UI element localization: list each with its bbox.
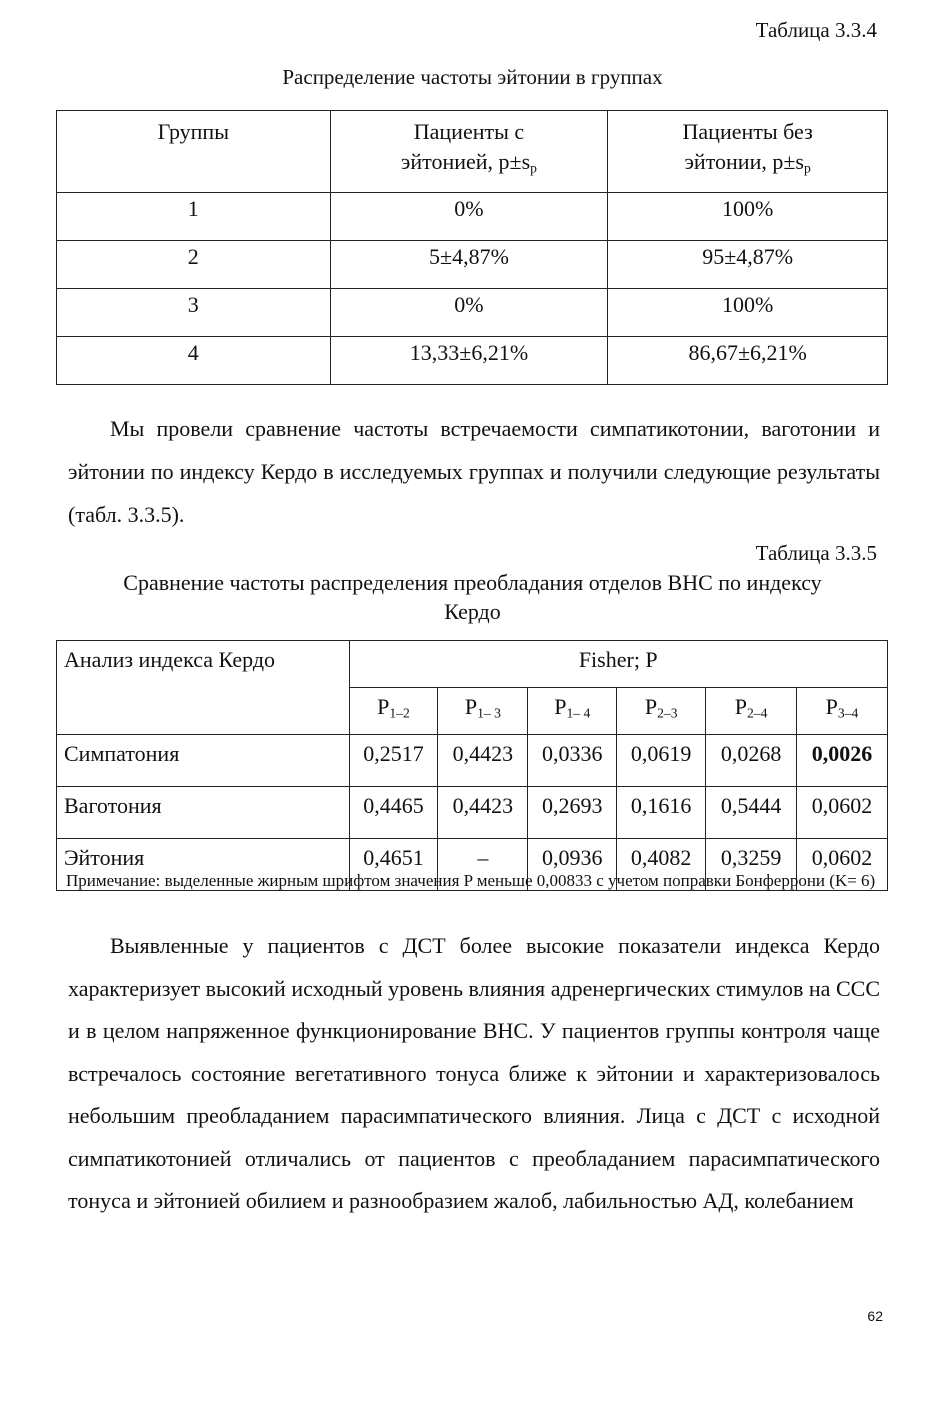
table2-value-cell: 0,0268 bbox=[706, 735, 797, 787]
table1-title: Распределение частоты эйтонии в группах bbox=[282, 65, 663, 89]
table2-value-cell: 0,4465 bbox=[349, 787, 438, 839]
table2-p-header: $P_{3-4}$ bbox=[797, 688, 888, 735]
table2-p-header: $P_{2-3}$ bbox=[617, 688, 706, 735]
table-row bbox=[57, 289, 888, 337]
table2 bbox=[56, 640, 888, 891]
table2-value-cell: 0,4082 bbox=[617, 839, 706, 891]
page-number: 62 bbox=[867, 1308, 883, 1324]
table2-header-fisher: Fisher; P bbox=[349, 641, 888, 688]
table1-group-cell: 4 bbox=[57, 337, 331, 385]
table1-header-groups: Группы bbox=[57, 111, 331, 193]
table1-header-without: Пациенты без эйтонии, $p\pm s_p$ bbox=[608, 111, 888, 193]
table1-group-cell: 2 bbox=[57, 241, 331, 289]
table1-with-cell: 13,33±6,21% bbox=[330, 337, 608, 385]
table2-p-header: $P_{1-2}$ bbox=[349, 688, 438, 735]
table2-header-analysis: Анализ индекса Кердо bbox=[57, 641, 350, 735]
table1 bbox=[56, 110, 888, 385]
table1-with-cell: 0% bbox=[330, 193, 608, 241]
table2-value-cell: 0,2517 bbox=[349, 735, 438, 787]
table2-value-cell: 0,4651 bbox=[349, 839, 438, 891]
table1-header-with: Пациенты с эйтонией, $p\pm s_p$ bbox=[330, 111, 608, 193]
table2-title: Сравнение частоты распределения преобладания отделов ВНС по индексу Кердо bbox=[123, 570, 822, 624]
table1-without-cell: 95±4,87% bbox=[608, 241, 888, 289]
table2-value-cell: 0,4423 bbox=[438, 787, 528, 839]
table1-without-cell: 100% bbox=[608, 289, 888, 337]
body-paragraph-2: Выявленные у пациентов с ДСТ более высокие показатели индекса Кердо характеризует высокий исходный уровень влияния адренергических стимулов на ССС и в целом напряженное функционирование ВНС. У пациентов группы контроля чаще встречалось состояние вегетативного тонуса ближе к эйтонии и характеризовалось небольшим преобладанием парасимпатического влияния. Лица с ДСТ с исходной симпатикотонией отличались от пациентов с преобладанием парасимпатического тонуса и эйтонией обилием и разнообразием жалоб, лабильностью АД, колебанием bbox=[68, 933, 880, 1213]
table2-value-cell: 0,0602 bbox=[797, 787, 888, 839]
body-paragraph-1: Мы провели сравнение частоты встречаемости симпатикотонии, ваготонии и эйтонии по индексу Кердо в исследуемых группах и получили следующие результаты (табл. 3.3.5). bbox=[68, 416, 880, 527]
table2-p-header: $P_{1- 4}$ bbox=[528, 688, 617, 735]
table2-row-label: Эйтония bbox=[57, 839, 350, 891]
table2-value-cell: 0,4423 bbox=[438, 735, 528, 787]
table2-value-cell: 0,0619 bbox=[617, 735, 706, 787]
table2-value-cell: 0,0336 bbox=[528, 735, 617, 787]
table1-without-cell: 86,67±6,21% bbox=[608, 337, 888, 385]
table-row bbox=[57, 337, 888, 385]
table2-label: Таблица 3.3.5 bbox=[755, 541, 877, 565]
table2-p-header: $P_{1- 3}$ bbox=[438, 688, 528, 735]
table2-value-cell: 0,3259 bbox=[706, 839, 797, 891]
table-row bbox=[57, 787, 888, 839]
table2-value-cell: – bbox=[438, 839, 528, 891]
table2-value-cell: 0,0602 bbox=[797, 839, 888, 891]
table-row bbox=[57, 735, 888, 787]
table1-without-cell: 100% bbox=[608, 193, 888, 241]
table1-header-row bbox=[57, 111, 888, 193]
table2-value-cell: 0,1616 bbox=[617, 787, 706, 839]
table1-group-cell: 1 bbox=[57, 193, 331, 241]
table-row bbox=[57, 193, 888, 241]
table2-value-cell: 0,0936 bbox=[528, 839, 617, 891]
table2-p-header: $P_{2-4}$ bbox=[706, 688, 797, 735]
table1-with-cell: 0% bbox=[330, 289, 608, 337]
table2-value-cell-bold: 0,0026 bbox=[797, 735, 888, 787]
table2-header-row bbox=[57, 641, 888, 688]
table1-group-cell: 3 bbox=[57, 289, 331, 337]
table2-value-cell: 0,2693 bbox=[528, 787, 617, 839]
table-row bbox=[57, 241, 888, 289]
table2-note: Примечание: выделенные жирным шрифтом значения P меньше 0,00833 с учетом поправки Бонферрони (K= 6) bbox=[66, 871, 876, 890]
table1-label: Таблица 3.3.4 bbox=[755, 18, 877, 42]
table1-with-cell: 5±4,87% bbox=[330, 241, 608, 289]
table2-row-label: Ваготония bbox=[57, 787, 350, 839]
table2-row-label: Симпатония bbox=[57, 735, 350, 787]
table2-value-cell: 0,5444 bbox=[706, 787, 797, 839]
